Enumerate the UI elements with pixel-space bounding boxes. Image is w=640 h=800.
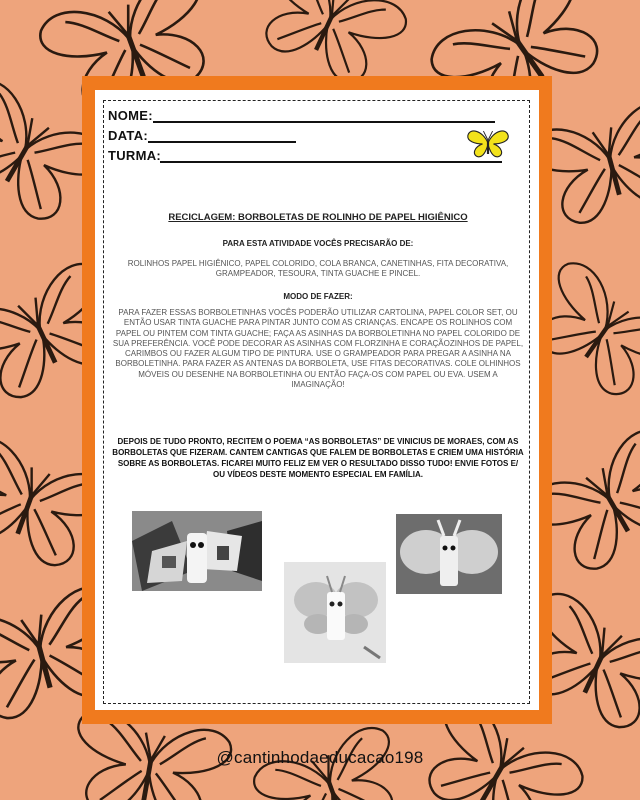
butterfly-craft-photo-3 [396,514,502,594]
butterfly-craft-photo-1 [132,511,262,591]
instagram-handle: @cantinhodaeducacao198 [216,748,424,767]
name-label: NOME: [108,108,153,123]
method-heading: MODO DE FAZER: [283,292,353,301]
materials-heading: PARA ESTA ATIVIDADE VOCÊS PRECISARÃO DE: [222,239,414,248]
date-line[interactable] [148,141,296,143]
butterfly-craft-photo-2 [284,562,386,663]
closing-text: DEPOIS DE TUDO PRONTO, RECITEM O POEMA “AS BORBOLETAS” DE VINICIUS DE MORAES, COM AS BORBOLETAS QUE FIZERAM. CANTEM CANTIGAS QUE FALEM DE BORBOLETAS E CRIEM UMA HISTÓRIA SOBRE AS BORBOLETAS. FICAREI MUITO FELIZ EM VER O RESULTADO DISSO TUDO! ENVIE FOTOS E/ OU VÍDEOS DESTE MOMENTO ESPECIAL EM FAMÍLIA. [112,437,524,479]
worksheet-title: RECICLAGEM: BORBOLETAS DE ROLINHO DE PAPEL HIGIÊNICO [168,212,468,223]
date-label: DATA: [108,128,149,143]
method-text: PARA FAZER ESSAS BORBOLETINHAS VOCÊS PODERÃO UTILIZAR CARTOLINA, PAPEL COLOR SET, OU ENTÃO USAR TINTA GUACHE PARA PINTAR JUNTO COM AS CRIANÇAS. ENCAPE OS ROLINHOS COM PAPEL OU PINTEM COM TINTA GUACHE; FAÇA AS ASINHAS DA BORBOLETINHA NO PAPEL COLORIDO DE SUA PREFERÊNCIA. VOCÊ PODE DECORAR AS ASINHAS COM FLORZINHA E CORAÇÃOZINHOS DE PAPEL, CARIMBOS OU FAZER ALGUM TIPO DE PINTURA. USE O GRAMPEADOR PARA PREGAR A ASINHA NA BORBOLETINHA. PARA FAZER AS ANTENAS DA BORBOLETA, USE FITAS DECORATIVAS. COLE OLHINHOS MÓVEIS OU DESENHE NA BORBOLETINHA OU ENTÃO FAÇA-OS COM PAPEL OU EVA. USEM A IMAGINAÇÃO! [112,308,524,390]
class-label: TURMA: [108,148,162,163]
materials-text: ROLINHOS PAPEL HIGIÊNICO, PAPEL COLORIDO, COLA BRANCA, CANETINHAS, FITA DECORATIVA, GRAMPEADOR, TESOURA, TINTA GUACHE E PINCEL. [127,259,509,279]
yellow-butterfly-icon [466,126,510,160]
name-line[interactable] [153,121,495,123]
class-line[interactable] [160,161,502,163]
